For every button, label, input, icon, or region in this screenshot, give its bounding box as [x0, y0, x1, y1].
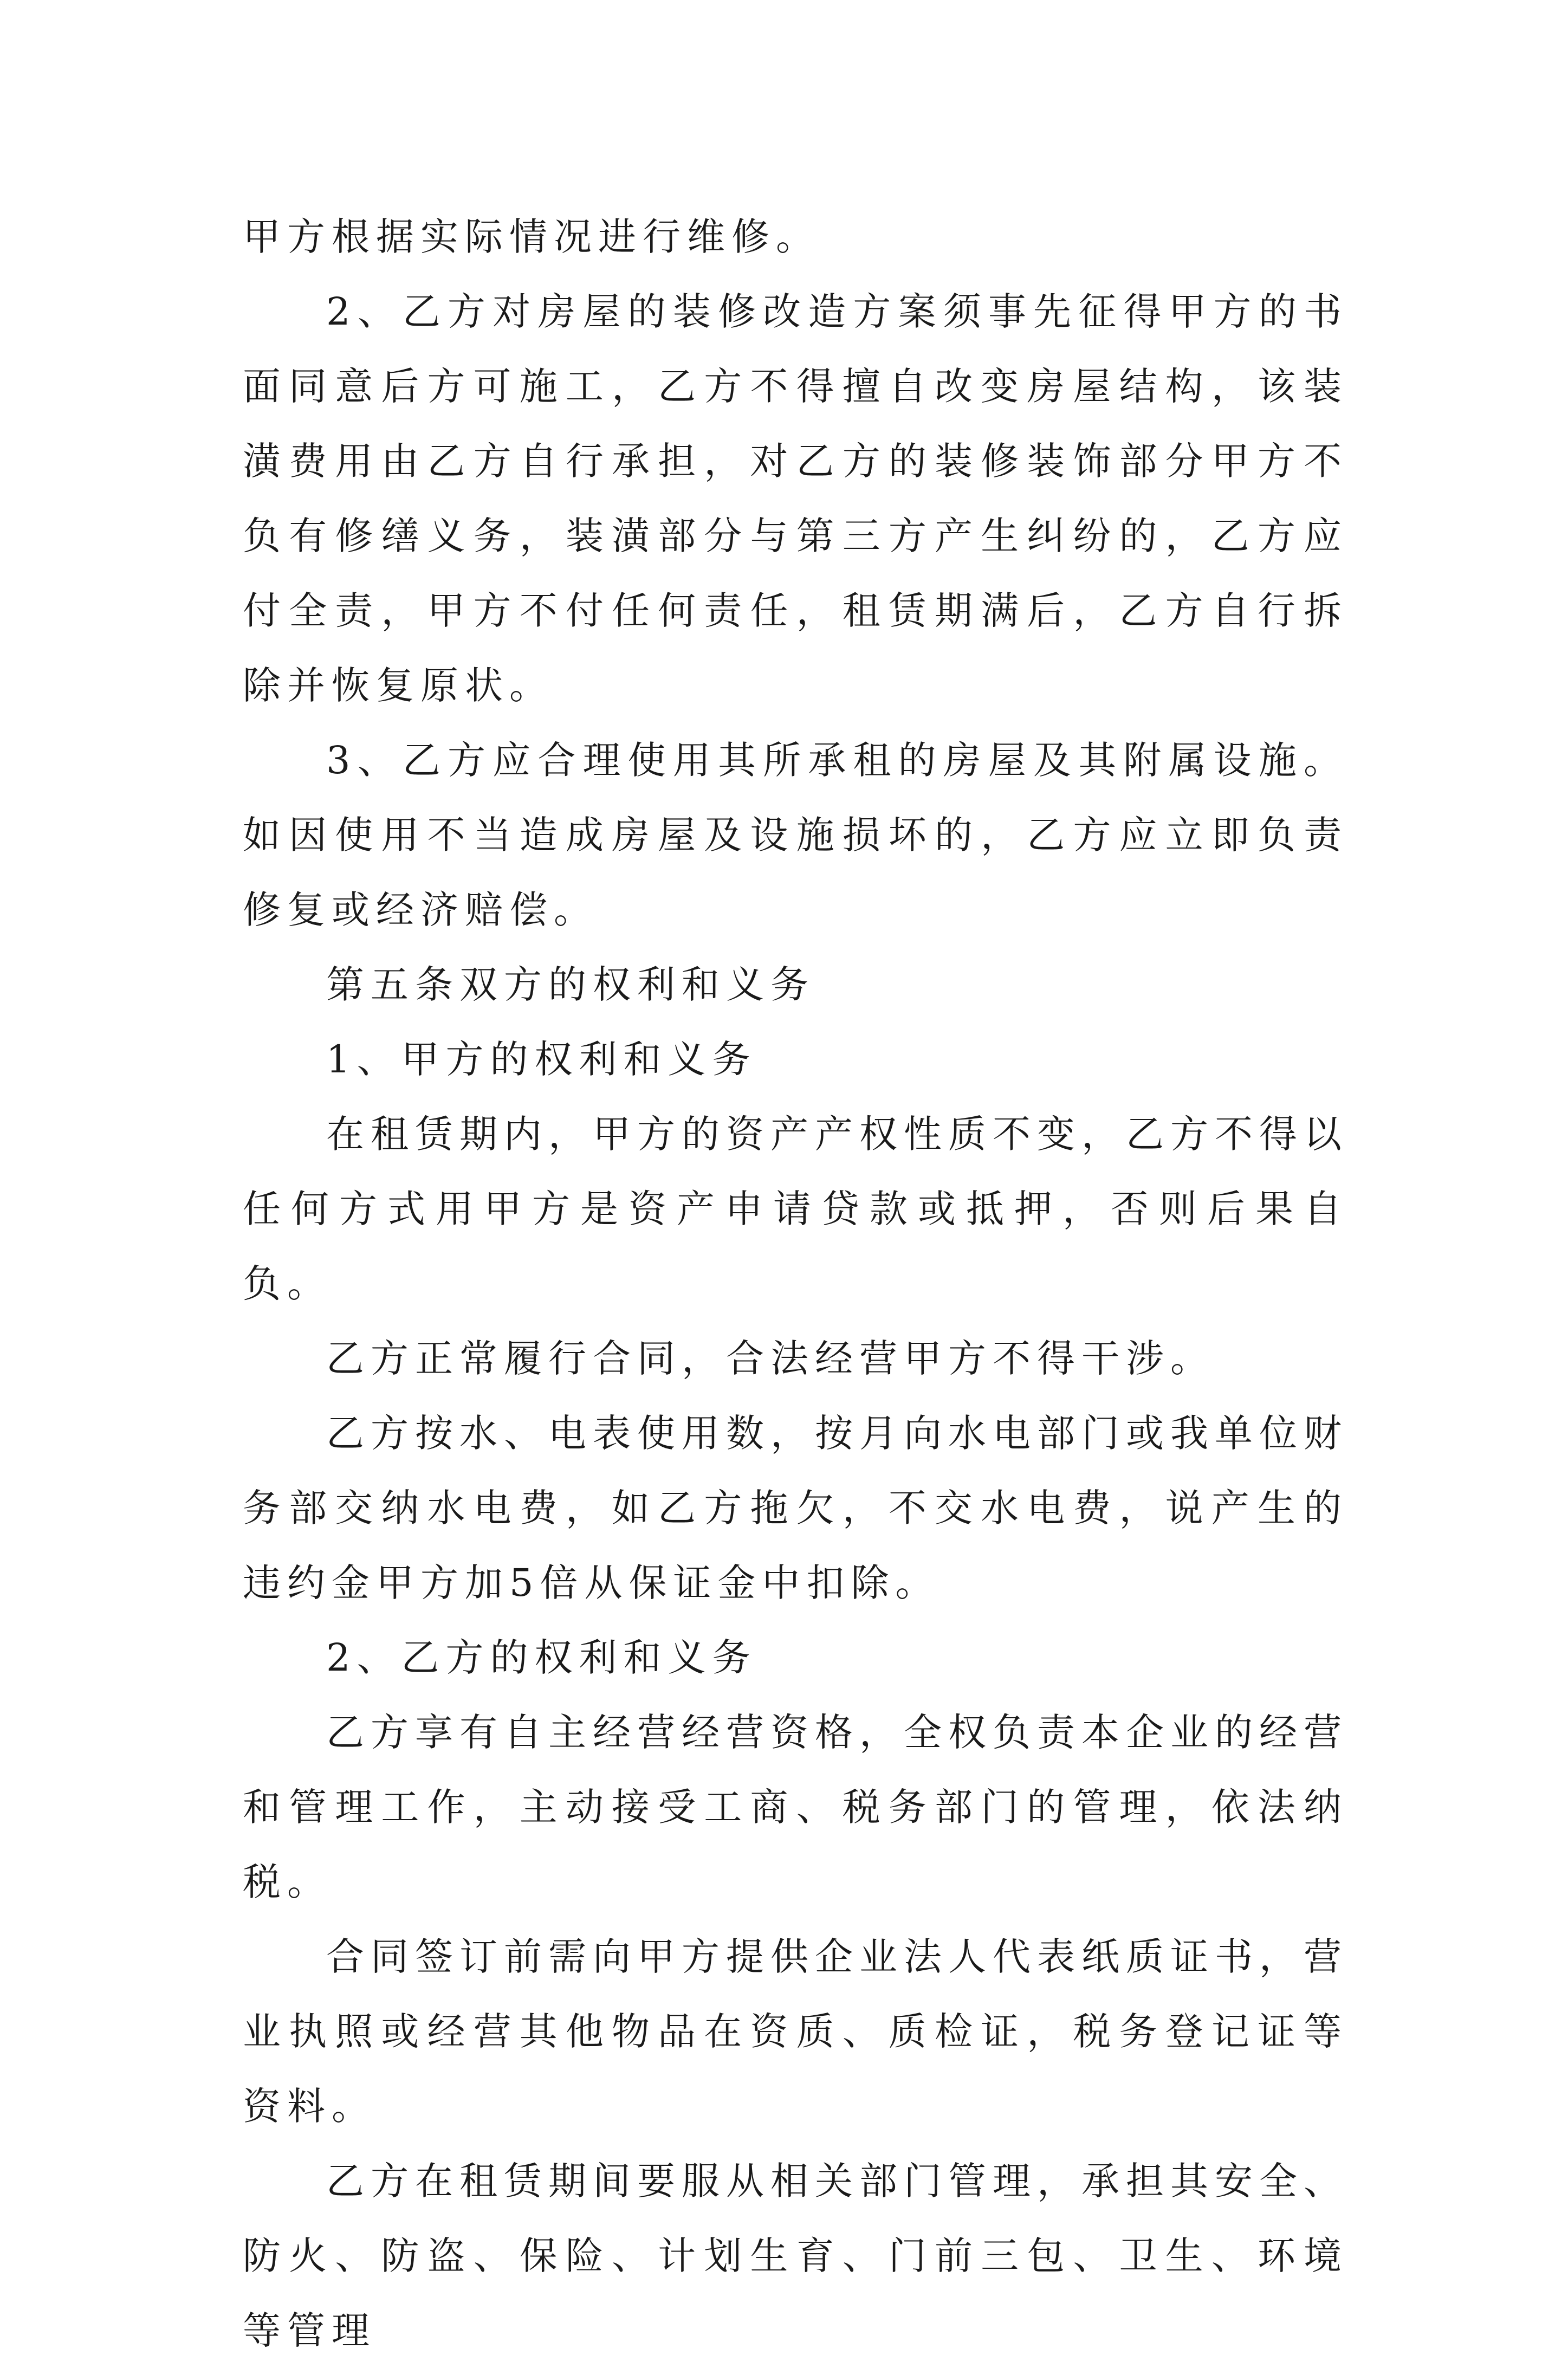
article-five-heading: 第五条双方的权利和义务 [326, 962, 815, 1007]
paragraph-property-rights: 在租赁期内，甲方的资产产权性质不变，乙方不得以任何方式用甲方是资产申请贷款或抵押，否则后果自负。 [243, 1112, 1348, 1306]
paragraph-required-documents: 合同签订前需向甲方提供企业法人代表纸质证书，营业执照或经营其他物品在资质、质检证，税务登记证等资料。 [243, 1934, 1348, 2128]
paragraph-management-compliance: 乙方在租赁期间要服从相关部门管理，承担其安全、防火、防盗、保险、计划生育、门前三包、卫生、环境等管理 [243, 2159, 1348, 2353]
paragraph-no-interference: 乙方正常履行合同，合法经营甲方不得干涉。 [326, 1336, 1215, 1381]
paragraph-proper-use-clause: 3、乙方应合理使用其所承租的房屋及其附属设施。如因使用不当造成房屋及设施损坏的，乙方应立即负责修复或经济赔偿。 [243, 738, 1348, 932]
paragraph-repair-continuation: 甲方根据实际情况进行维修。 [243, 215, 820, 259]
document-body [243, 199, 1348, 2368]
paragraph-renovation-clause: 2、乙方对房屋的装修改造方案须事先征得甲方的书面同意后方可施工，乙方不得擅自改变房屋结构，该装潢费用由乙方自行承担，对乙方的装修装饰部分甲方不负有修缮义务，装潢部分与第三方产生纠纷的，乙方应付全责，甲方不付任何责任，租赁期满后，乙方自行拆除并恢复原状。 [243, 289, 1348, 708]
party-b-rights-heading: 2、乙方的权利和义务 [326, 1635, 757, 1680]
paragraph-business-autonomy: 乙方享有自主经营经营资格，全权负责本企业的经营和管理工作，主动接受工商、税务部门的管理，依法纳税。 [243, 1710, 1348, 1904]
party-a-rights-heading: 1、甲方的权利和义务 [326, 1037, 757, 1082]
paragraph-utility-fees: 乙方按水、电表使用数，按月向水电部门或我单位财务部交纳水电费，如乙方拖欠，不交水电费，说产生的违约金甲方加5倍从保证金中扣除。 [243, 1411, 1348, 1605]
